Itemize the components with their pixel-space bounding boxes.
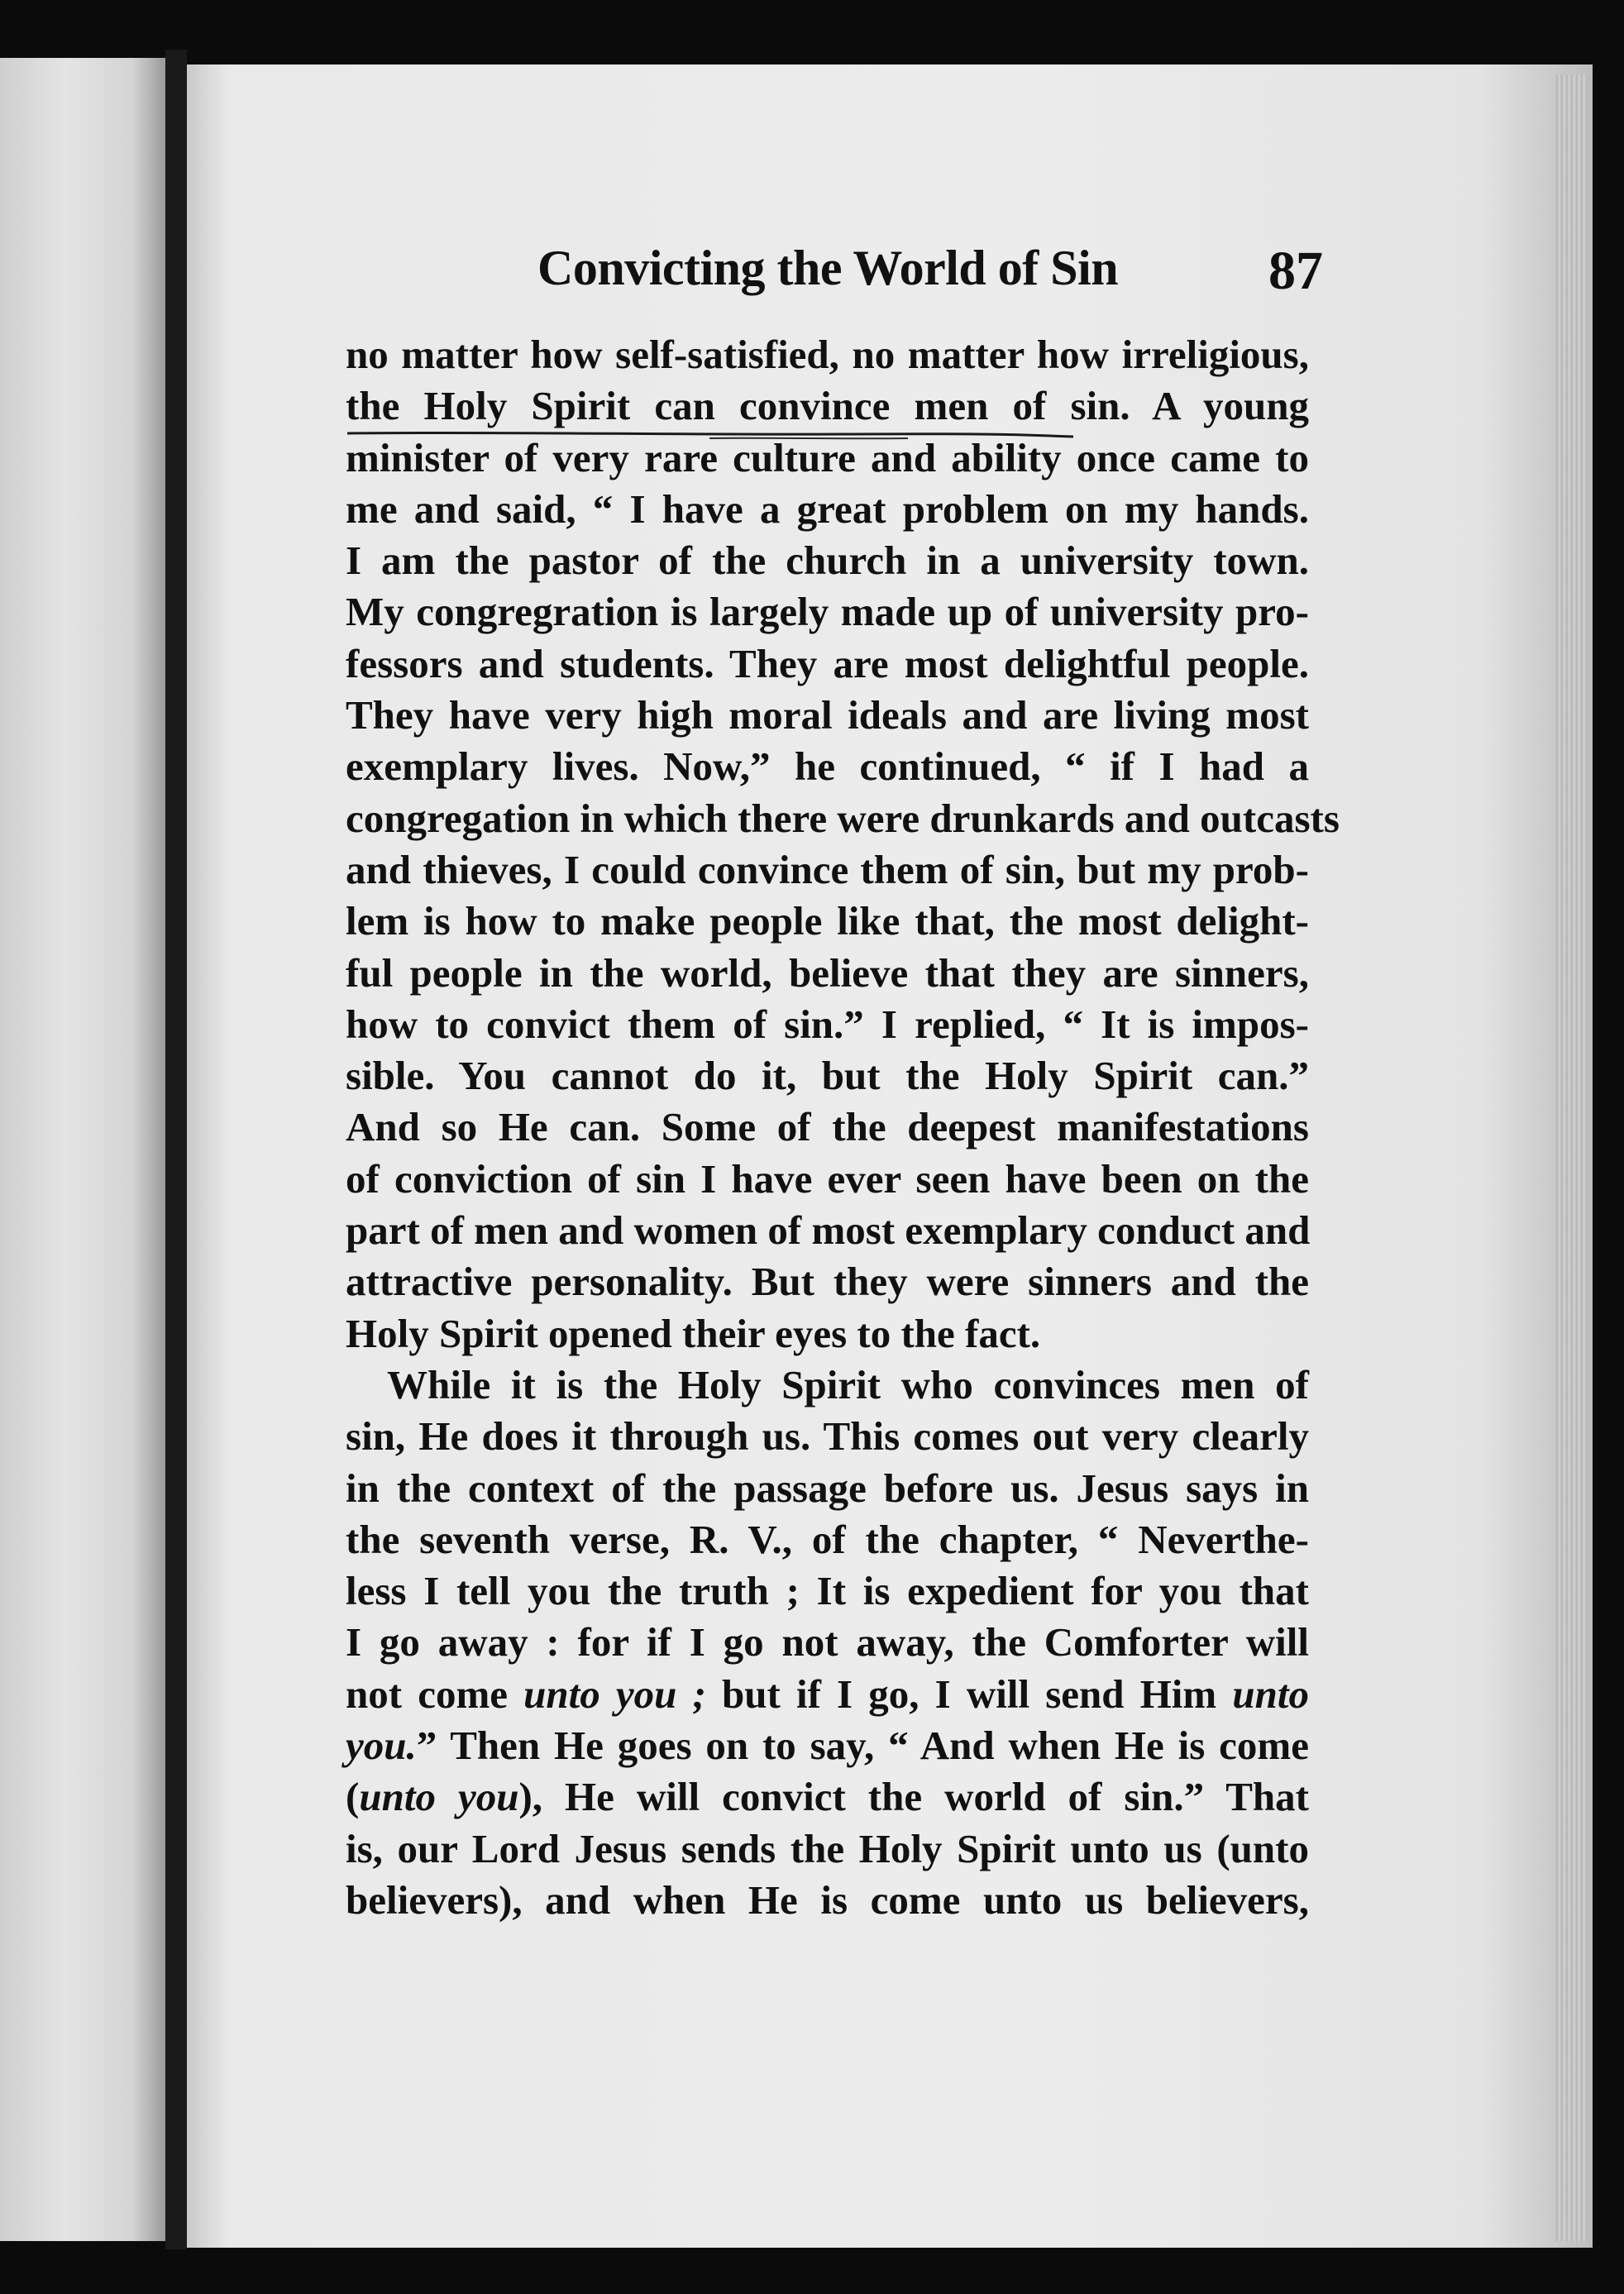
text-line: is, our Lord Jesus sends the Holy Spirit unto us (unto xyxy=(346,1825,1309,1871)
text-line: of conviction of sin I have ever seen have been on the xyxy=(346,1155,1309,1202)
text-line: fessors and students. They are most delightful people. xyxy=(346,640,1309,686)
text-line: And so He can. Some of the deepest manifestations xyxy=(346,1104,1309,1150)
italic-text: unto you xyxy=(359,1774,519,1820)
text-line: sin, He does it through us. This comes out very clearly xyxy=(346,1413,1309,1460)
text-run: ” Then He goes on to say, “ And when He is come xyxy=(416,1723,1309,1769)
italic-text: unto you ; xyxy=(523,1670,706,1717)
text-line: no matter how self-satisfied, no matter how irreligious, xyxy=(346,332,1309,377)
text-line: how to convict them of sin.” I replied, “ It is impos- xyxy=(346,1001,1309,1047)
text-line: I go away : for if I go not away, the Comforter will xyxy=(346,1619,1309,1666)
running-header xyxy=(347,240,1323,314)
italic-text: you. xyxy=(346,1723,417,1769)
text-line: I am the pastor of the church in a university town. xyxy=(346,538,1309,584)
text-line: While it is the Holy Spirit who convinces men of xyxy=(387,1361,1309,1407)
text-line: minister of very rare culture and ability once came to xyxy=(346,434,1309,480)
text-line: the seventh verse, R. V., of the chapter, “ Neverthe- xyxy=(346,1516,1309,1562)
text-run: ), He will convict the world of sin.” That xyxy=(518,1774,1309,1820)
running-title: Convicting the World of Sin xyxy=(537,241,1119,295)
text-run: but if I go, I will send Him xyxy=(705,1670,1233,1717)
text-line: My congregration is largely made up of university pro- xyxy=(346,589,1309,635)
text-line: and thieves, I could convince them of sin, but my prob- xyxy=(346,846,1309,892)
facing-page-edge xyxy=(0,58,165,2241)
text-line: part of men and women of most exemplary conduct and xyxy=(346,1207,1311,1254)
text-line: less I tell you the truth ; It is expedient for you that xyxy=(346,1568,1309,1614)
text-line xyxy=(346,1720,1309,1771)
text-line: in the context of the passage before us. Jesus says in xyxy=(346,1465,1309,1511)
text-line: ful people in the world, believe that they are sinners, xyxy=(346,949,1309,996)
text-line: sible. You cannot do it, but the Holy Spirit can.” xyxy=(346,1053,1309,1099)
text-line: me and said, “ I have a great problem on my hands. xyxy=(346,485,1309,532)
text-line: attractive personality. But they were sinners and the xyxy=(346,1259,1309,1305)
text-line: congregation in which there were drunkards and outcasts xyxy=(346,795,1340,841)
text-line: They have very high moral ideals and are living most xyxy=(346,692,1309,738)
text-line xyxy=(346,1771,1309,1823)
text-line: Holy Spirit opened their eyes to the fact. xyxy=(346,1310,1041,1356)
italic-text: unto xyxy=(1232,1670,1310,1717)
text-line: believers), and when He is come unto us believers, xyxy=(346,1876,1309,1923)
text-run: not come xyxy=(346,1670,524,1717)
text-line xyxy=(346,1669,1309,1720)
page-stack-edge xyxy=(1555,74,1588,2241)
page-number: 87 xyxy=(1268,241,1323,301)
body-text xyxy=(346,329,1340,1926)
text-line: exemplary lives. Now,” he continued, “ if I had a xyxy=(346,743,1309,790)
text-line: the Holy Spirit can convince men of sin. A young xyxy=(346,383,1309,429)
text-run: ( xyxy=(346,1774,360,1820)
book-gutter xyxy=(165,50,187,2249)
text-line: lem is how to make people like that, the most delight- xyxy=(346,898,1309,944)
